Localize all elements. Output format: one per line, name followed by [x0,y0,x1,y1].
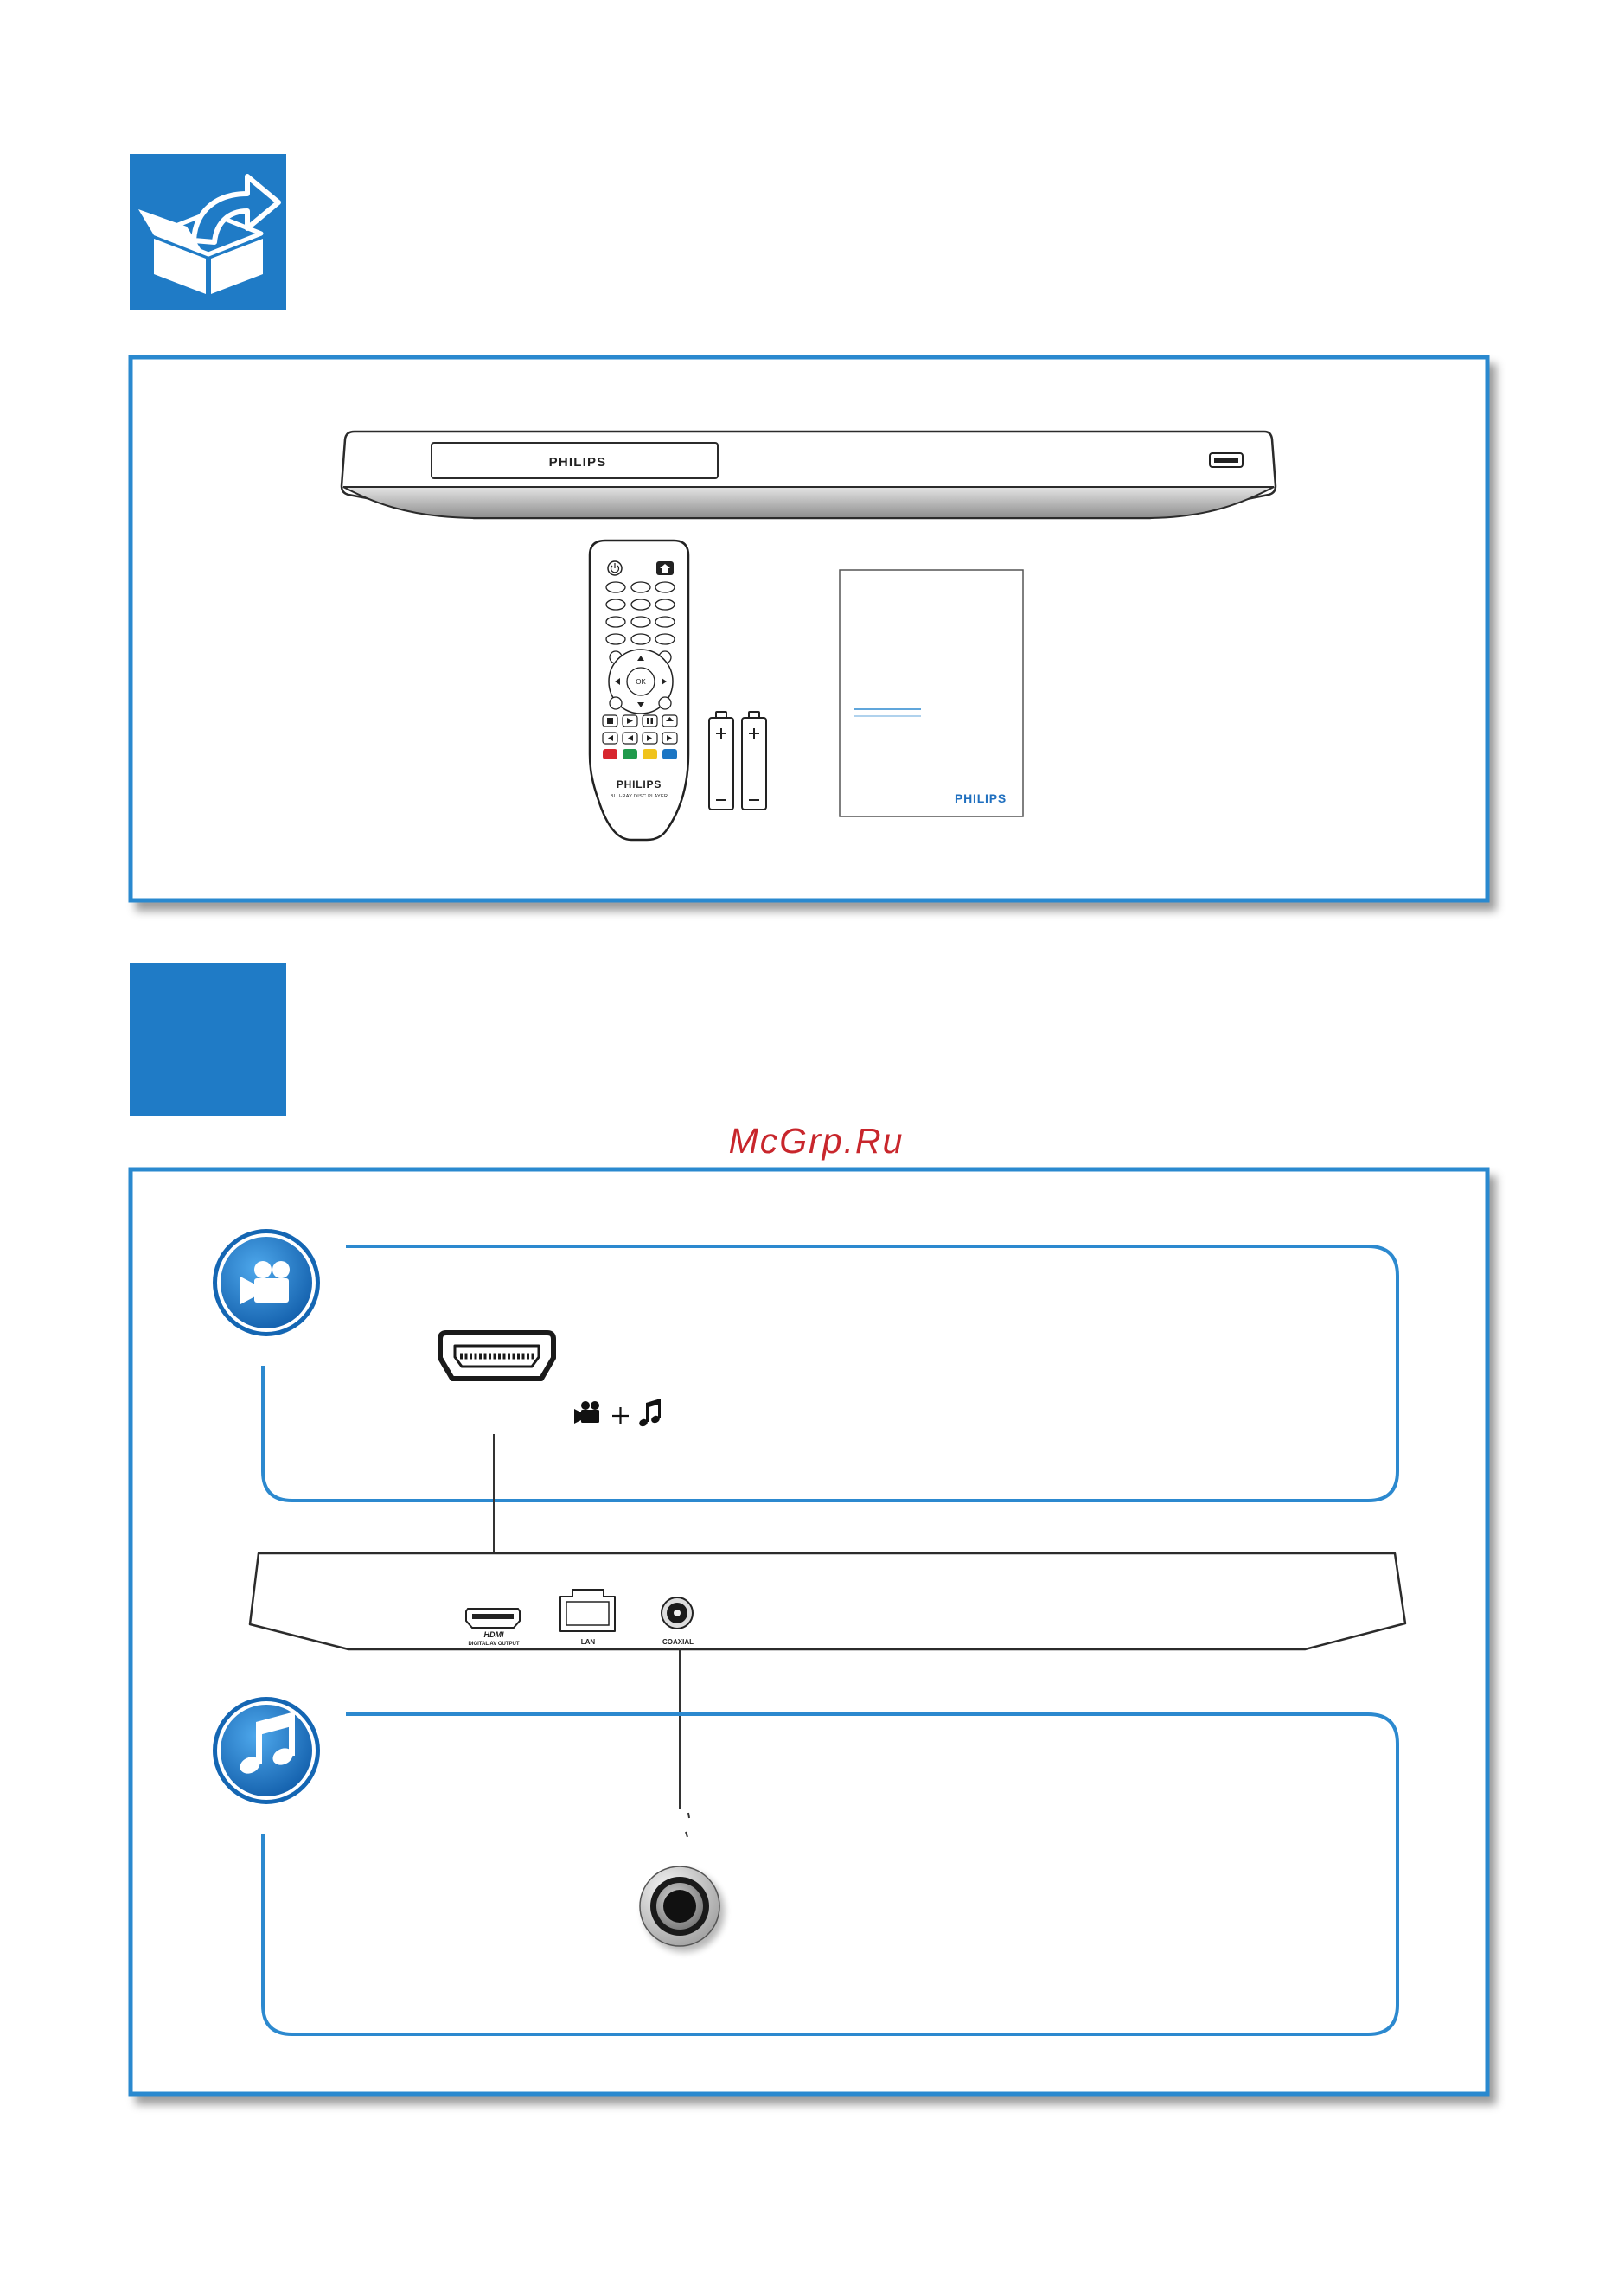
music-note-icon [213,1697,320,1804]
keypad-key [631,599,650,610]
manual-brand: PHILIPS [954,791,1007,805]
keypad-key [631,582,650,592]
remote-control [590,541,688,840]
battery-icon [709,712,733,810]
keypad-key [606,634,625,644]
remote-model: BLU-RAY DISC PLAYER [610,794,668,799]
back-key [610,697,622,709]
keypad-key [606,617,625,627]
keypad-key [631,634,650,644]
options-key [659,697,671,709]
coaxial-port-icon [662,1597,693,1629]
keypad-key [606,582,625,592]
blue-key [662,749,677,759]
rear-panel-body [250,1553,1405,1649]
remote-brand: PHILIPS [616,778,662,791]
keypad-key [655,617,675,627]
keypad-key [655,634,675,644]
keypad-key [631,617,650,627]
red-key [603,749,617,759]
home-button-icon [656,561,674,575]
usb-port-icon [1210,453,1243,467]
lan-port-icon [560,1590,615,1631]
hdmi-connector-icon [440,1333,553,1379]
yellow-key [643,749,657,759]
section-2-tile [130,963,286,1116]
user-manual [840,570,1023,816]
stop-icon [607,718,613,724]
player-brand: PHILIPS [548,455,607,470]
battery-icon [742,712,766,810]
playback-key [643,715,657,727]
keypad-key [655,599,675,610]
video-camera-icon [213,1229,320,1336]
cable-mark [688,1813,689,1818]
keypad-key [606,599,625,610]
player-front [342,432,1276,518]
manual-cover [840,570,1023,816]
section-1-header [130,154,286,310]
keypad-key [655,582,675,592]
hdmi-port-icon [466,1609,520,1628]
green-key [623,749,637,759]
watermark-text: McGrp.Ru [728,1121,905,1161]
lan-port-label: LAN [580,1638,596,1646]
power-button-icon [608,561,622,575]
ok-button-label: OK [636,678,646,686]
coaxial-port-label: COAXIAL [662,1638,694,1646]
hdmi-logo: HDMI [483,1630,504,1639]
hdmi-port-label: DIGITAL AV OUTPUT [468,1642,520,1647]
player-front-underside [343,487,1274,518]
player-rear-panel [250,1553,1405,1649]
